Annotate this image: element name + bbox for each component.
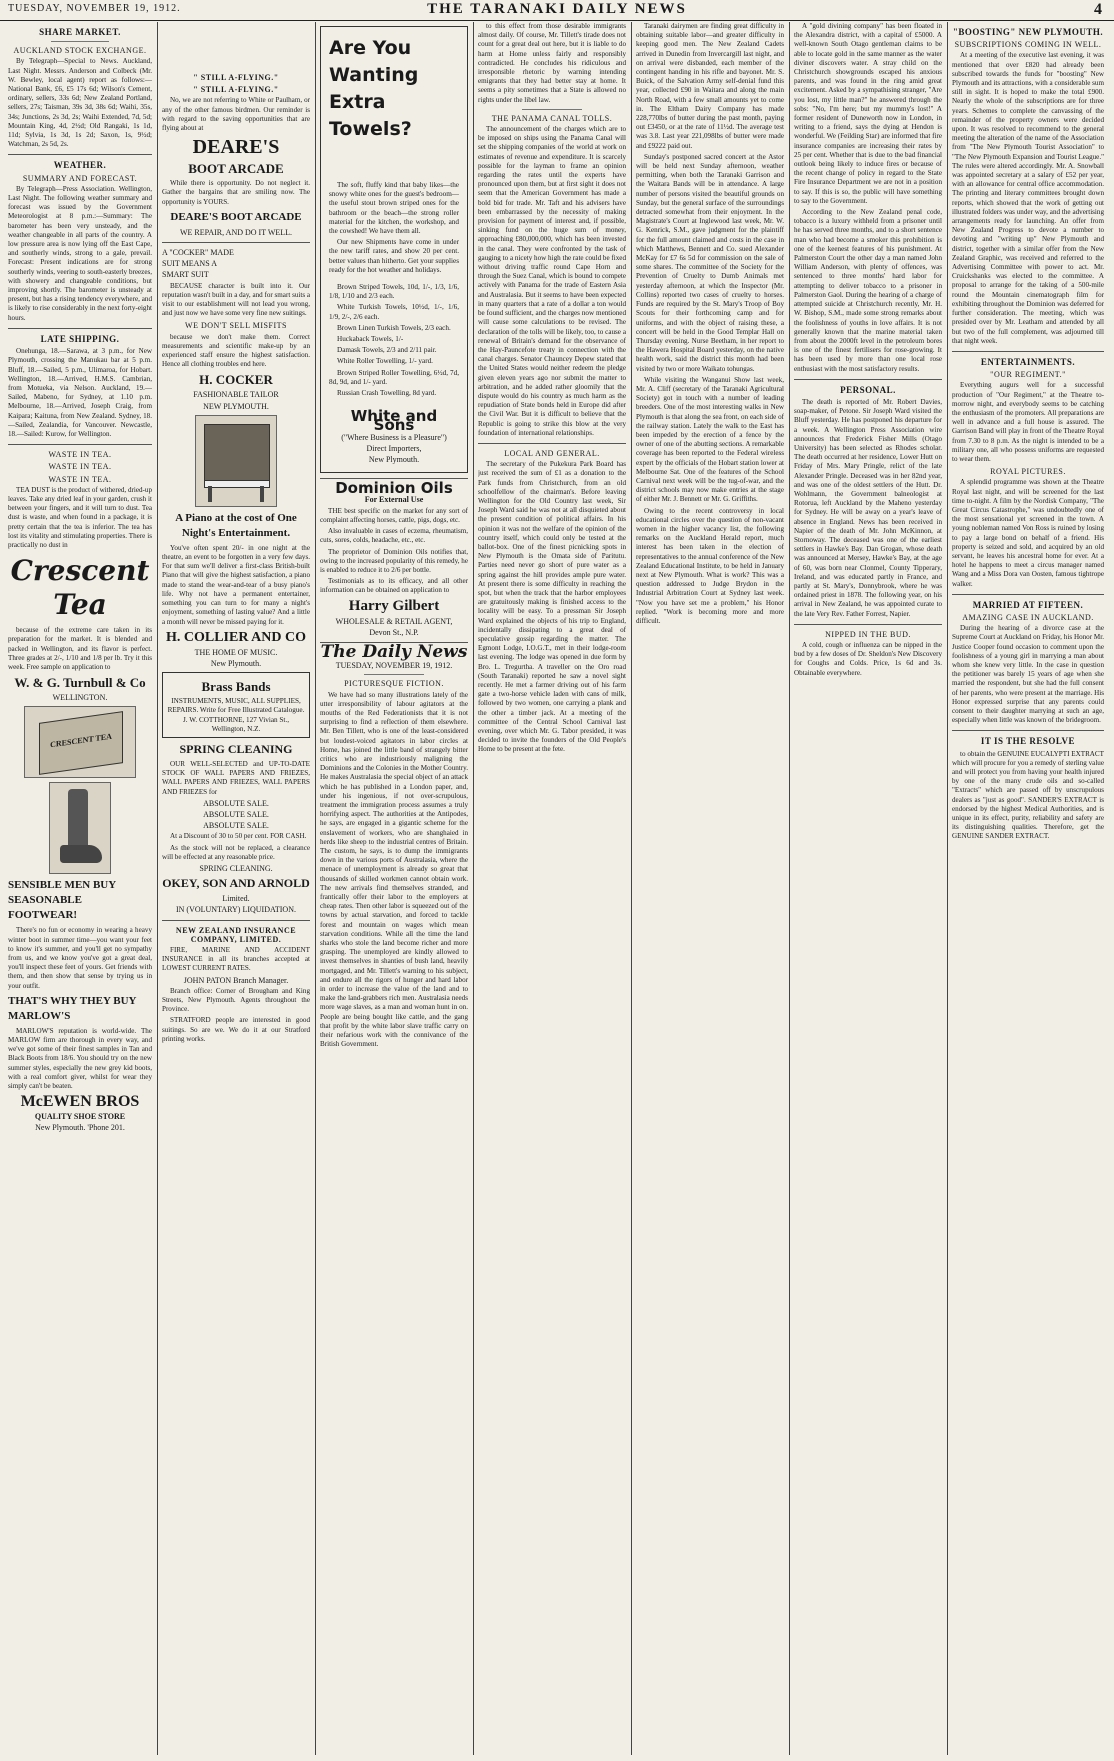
collier-name: H. COLLIER AND CO [165,629,307,645]
misfits-text: because we don't make them. Correct measurements and scientific make-up by an experienced staff ensure the highest satisfaction. Hence all clothing troubles end here. [162,332,310,369]
masthead-title: THE TARANAKI DAILY NEWS [427,1,687,17]
gilbert-address: Devon St., N.P. [369,627,419,637]
piano-leg [208,486,212,502]
column-rule [473,22,474,1755]
local-general-text: The secretary of the Pukekura Park Board has just received the sum of £1 as a donation to the Park funds from Christchurch, from an old schoolfellow of the chairman's. Before leaving Wellington for the Old Country last week, Sir Joseph Ward said he was not at all disquieted about the present condition of political affairs. In his opinion it was not the welfare of the opinion of the country itself, which could only be tested at the ballot-box. One of the finest picnicking spots in New Plymouth is the Omata side of Paritutu. Parties need never go short of pure water as a spring against the hill provides ample pure water. At present there is some difficulty in reaching the spot, but when the track that the harbor employees are gratuitously making is finished access to the locality will be easy. To a pressman Sir Joseph Ward explained the objects of his trip to England, incidentally dissipating to a great deal of speculative gossip regarding the matter. The Egmont Lodge, I.O.G.T., met in their lodge-room last evening. The lodge was opened in due form by Bro. L. Tregurtha. A traveller on the Oro road (South Taranaki) reported he saw a novel sight recently. He met a farmer driving out of his farm gate a two-horse vehicle laden with cans of milk, followed by two women, one carrying a plank and the other a timber jack. At a meeting of the committee of the Central School Carnival last evening, over which Mr. G. Tabor presided, it was decided to invite the founders of the Old People's Home to be present at the fete. [478,460,626,754]
column-1 [8,22,152,1755]
towel-item: Brown Linen Turkish Towels, 2/3 each. [337,323,451,332]
waste-heading: WASTE IN TEA. [48,450,112,460]
masthead [0,0,1114,21]
entertainments-heading: ENTERTAINMENTS. [980,356,1076,367]
crescent-tea-text: because of the extreme care taken in its preparation for the market. It is blended and packed in Wellington, and its flavor is perfect. Three grades at 2/-, 1/10 and 1/8 per lb. Try it this week. Free sample on application to [8,626,152,671]
royal-pictures-text: A splendid programme was shown at the Theatre Royal last night, and will be screened for the last time to-night. A film by the Nordisk Company, "The Great Circus Catastrophe," was undoubtedly one of the most sensational yet screened in the town. A young nobleman named Von Ross is ruined by losing to pay a large bond on behalf of a friend. His property is seized and sold, and acquired by an old servant, he leaves his ancestral home for ever. At a hotel he happens to meet a circus manager named Wang and a Miss Dora van Oosten, famous tightrope walker. [952,478,1104,588]
towel-item: Russian Crash Towelling, 8d yard. [337,389,437,398]
still-flying-heading: " STILL A-FLYING." [193,73,279,82]
misfits-heading: WE DON'T SELL MISFITS [185,321,287,331]
column-3 [320,22,468,1755]
marlow-heading: THAT'S WHY THEY BUY MARLOW'S [8,994,137,1022]
column-7 [952,22,1104,1755]
turnbull-city: WELLINGTON. [52,693,108,703]
crescent-tea-logo: Crescent Tea [10,554,150,622]
deare-name-repeat: DEARE'S BOOT ARCADE [170,210,302,223]
repair-line: WE REPAIR, AND DO IT WELL. [179,227,293,237]
column-2 [162,22,310,1755]
okey-name: OKEY, SON AND ARNOLD [162,876,310,891]
deare-text: While there is opportunity. Do not neglect it. Gather the bargains that are smiling now. The opportunity is YOURS. [162,179,310,206]
royal-pictures-heading: ROYAL PICTURES. [990,467,1066,477]
cocker-city: NEW PLYMOUTH. [203,401,269,411]
nzi-manager: JOHN PATON Branch Manager. [183,975,289,985]
piano-illustration [195,415,277,507]
spring-cleaning-heading: SPRING CLEANING [179,741,293,756]
white-sons-address-2: New Plymouth. [368,455,420,465]
share-market-text: By Telegraph—Special to News. Auckland, Last Night. Messrs. Anderson and Colbeck (Mr. W. Bewley, local agent) report as follows:—National Bank, £6, £5 17s 6d; Wilson's Cement, ordinary, sellers, 33s 6d; New Zealand Portland, sellers, 27s; Taisman, 39s 3d, 38s 6d; Waihi, 35s, 34s; Junctions, 2s 3d, 2s; Waihi Extended, 7d, 5d; Mountain King, 4d, 2½d; Old Rangaki, 1s 1d, 11d; Sylvia, 1s 3d, 1s 2d; Saxon, 1s, 9½d; Watchman, 2s 5d, 2s. [8,57,152,149]
shipping-heading: LATE SHIPPING. [40,333,120,344]
nzi-office: Branch office: Corner of Brougham and King Streets, New Plymouth. Agents throughout the Province. [162,986,310,1014]
towels-text-2: Our new Shipments have come in under the new tariff rates, and show 20 per cent. better values than hitherto. Get your supplies ready for the hot weather and holidays. [329,238,459,274]
divider [478,443,626,444]
absolute-sale: ABSOLUTE SALE. [203,809,269,819]
divider [8,444,152,445]
share-market-subheading: AUCKLAND STOCK EXCHANGE. [13,46,147,56]
picturesque-fiction-heading: PICTURESQUE FICTION. [344,679,444,689]
gilbert-name: Harry Gilbert [348,597,440,614]
smart-suit-line: SMART SUIT [162,270,209,280]
piano-heading: A Piano at the cost of One Night's Entertainment. [175,511,297,539]
share-market-heading: SHARE MARKET. [39,27,121,37]
local-news-text: While visiting the Wanganui Show last week, Mr. A. Cliff (secretary of the Taranaki Agricultural Society) got in touch with a number of leading breeders. One of the most interesting walks in New Plymouth is that along the sea front, on each side of the railway station. Lately the walk to the East has been impeded by the erection of a fence by the owner of one of the abutting sections. A remarkable coverage has been reported to the Federal wireless expert by the officials of the Hobart station lower at Melbourne Sat. One of the features of the School Carnival next week will be the tug-of-war, and the district schools may now make entries at the stage of either Mr. J. Bennett or Mr. G. Griffiths. [636,375,784,504]
towel-item: Brown Striped Towels, 10d, 1/-, 1/3, 1/6, 1/8, 1/10 and 2/3 each. [329,283,459,301]
divider [794,624,942,625]
boosting-heading: "BOOSTING" NEW PLYMOUTH. [952,27,1104,37]
divider [8,154,152,155]
personal-text: The death is reported of Mr. Robert Davies, soap-maker, of Petone. Sir Joseph Ward visited the Bluff yesterday. He has postponed his departure for a week. A Wellington Press Association wire announces that Frederick Fisher Mills (Otago University) has been selected as Rhodes scholar. The death occurred at her residence, Lower Hutt on Friday of Mrs. Mary Pringle, relict of the late Alexander Pringle. Deceased was in her 82nd year, and was one of the oldest settlers of the Hutt. Dr. Wohlmann, the Government balneologist at Rotorua, left Auckland by the Maheno yesterday for Sydney. He will be away on a year's leave of absence in England. News has been received in Napier of the death of Mr. John McKinnon, at Stornoway. The deceased was one of the earliest settlers in Hawke's Bay. Dan Grogan, whose death was announced at Mersey, Hawke's Bay, at the age of 60, was born near Clonmel, County Tipperary, Ireland, and was educated partly in France, and partly at St. Mary's, Donnybrook, where he was ordained priest in 1878. The following year, on his arrival in New Zealand, he was appointed curate to the late Very Rev. Father Forrest, Napier. [794,397,942,618]
divider [51,41,109,42]
okey-liquidation: IN (VOLUNTARY) LIQUIDATION. [175,905,296,915]
piano-text: You've often spent 20/- in one night at the theatre, an event to be forgotten in a very few days. For that sum we'll deliver a first-class British-built Piano that will give the highest satisfaction, a piano made to stand the wear-and-tear of a busy piano's life. Why not have a permanent entertainer, something you can turn to for many a night's enjoyment, something of lasting value? And a little a month will never be missed paying for it. [162,543,310,626]
piano-body [204,424,270,482]
dominion-oils-tagline: For External Use [364,495,424,505]
absolute-sale: ABSOLUTE SALE. [203,798,269,808]
towels-ad [320,26,468,473]
divider [794,379,942,380]
picturesque-fiction-text: We have had so many illustrations lately of the utter irresponsibility of labour agitators at the mouths of the Red Federationists that it is not surprising to find a reflection of them elsewhere. Mr. Ben Tillett, who is one of the least-considered but loudest-voiced agitators in labor circles at Home, has joined the little band of strangely bitter critics who are industriously maligning the Dominions and the Colonies in the Mother Country. He makes Australasia the special object of an attack which he has published in a London paper, and, under his ingenious, if not over-scrupulous, treatment the immigration process assumes a truly horrifying aspect. The authorities at the Antipodes, he says, are engaged in a gigantic scheme for the enslavement of workers, who are shanghaied in herds like sheep to the industrial centres of Britain. The custom, he says, is to dump the immigrants down in the various ports of Australasia, where the menace of unemployment is already so great that thousands of skilled workmen cannot obtain work. The new arrivals find themselves stranded, and frantically offer their labor to the employers at cheap rates. Then other labor is squeezed out of the towns by actual starvation, and forced to tackle forest and mountain on wages which mean starvation conditions. While all the time the land sharks who stole the land become richer and more grasping. The unemployed are kindly allowed to invest themselves in shanties of bush land, heavily mortgaged, and Mr. Tillett's warning to his subject, and endure all the rigors of hunger and hard labor in order to increase the value of the land and to make the land-grabbers rich men. Australasia needs more wage slaves, as a man and woman hunt in on. People are being bought like cattle, and the gang that profit by the white labor slave traffic carry on their nefarious work with the connivance of the British Government. [320,690,468,1049]
boot-illustration [49,782,111,874]
marlow-text: MARLOW'S reputation is world-wide. The MARLOW firm are thorough in every way, and we've got some of their finest samples in Tan and Black Boots from 18/6. You should try on the new summer styles, especially the new grey kid boots, with a real comfort giver, whilst for wear they simply can't be beaten. [8,1026,152,1091]
turnbull-name: W. & G. Turnbull & Co [14,675,146,691]
dominion-oils-text: The proprietor of Dominion Oils notifies that, owing to the increased popularity of this remedy, he is enabled to reduce it to 2/6 per bottle. [320,547,468,574]
collier-tagline: THE HOME OF MUSIC. [194,647,278,657]
still-flying-text: No, we are not referring to White or Paulham, or any of the other famous birdmen. Our reminder is with regard to the saving opportunities that are flying about at [162,96,310,133]
divider [8,328,152,329]
mcewen-address: New Plymouth. 'Phone 201. [35,1123,125,1133]
page-number: 4 [1094,1,1102,18]
column-5 [636,22,784,1755]
waste-heading: WASTE IN TEA. [48,474,112,484]
spring-cleaning-repeat: SPRING CLEANING. [199,863,273,873]
towel-item: Damask Towels, 2/3 and 2/11 pair. [337,346,437,355]
weather-subheading: SUMMARY AND FORECAST. [22,173,138,183]
footwear-text: There's no fun or economy in wearing a heavy winter boot in summer time—you want your feet to know it's summer, and you'll get no sympathy from us, and we know you've got a great deal, you'll inspect these feet of yours. Get friends with them, and then show that sense by trying us in your outfit. [8,926,152,990]
towel-item: White Turkish Towels, 10½d, 1/-, 1/6, 1/9, 2/-, 2/6 each. [329,303,459,321]
local-news-text: A "gold divining company" has been floated in the Alexandra district, with a capital of £5000. A well-known South Otago gentleman claims to be able to locate gold in the same manner as the water diviner discovers water. A stray child on the Christchurch showgrounds escaped his anxious parents, and was found in the ring amid great excitement. Asked by a sympathising stranger, "Are you lost, my little man?" he answered through the sobs: "No, I'm here; but my mummy's lost!" A former resident of Duneworth now in London, in writing to a friend, says the dying at Hendon is wonderful. We (Feilding Star) are informed that fire insurance companies are increasing their rates by 25 per cent. Whether that is due to the bad financial outlook being likely to induce fires or because of the recent change of policy in regard to the State Fire Insurance Department we are not in a position to say. If this is so, the public will have something to say to the Government. [794,22,942,205]
towels-headline-3: Extra [329,91,386,113]
towels-headline-4: Towels? [329,118,412,140]
daily-news-nameplate: The Daily News [320,641,468,662]
divider [162,920,310,921]
resolve-text: to obtain the GENUINE EUCALYPTI EXTRACT which will procure for you a remedy of sterling value and will protect you from having your health injured by one of the many crude oils and so-called "Extracts" which are passed off by unscrupulous dealers as "just as good". SANDER'S EXTRACT is endorsed by the highest Medical Authorities, and is unique in its effect, purity, reliability and safety are its distinguishing qualities. Therefore, get the GENUINE SANDER EXTRACT. [952,749,1104,841]
white-sons-tagline: ("Where Business is a Pleasure") [341,432,447,442]
tea-tin-label: CRESCENT TEA [50,732,112,750]
divider [364,674,423,675]
footwear-heading: SENSIBLE MEN BUY SEASONABLE FOOTWEAR! [8,879,116,922]
tea-tin-box [39,711,123,775]
mcewen-name: McEWEN BROS [20,1093,140,1111]
stock-text: As the stock will not be replaced, a clearance will be effected at any reasonable price. [162,843,310,861]
gilbert-trade: WHOLESALE & RETAIL AGENT, [335,616,453,626]
married-text: During the hearing of a divorce case at the Supreme Court at Auckland on Friday, his Honor Mr. Justice Cooper found occasion to comment upon the foolishness of a young girl in marrying a man about whom she knew very little. In the case in question the petitioner was barely 15 years of age when she married the respondent, but she had the full consent of her parents, who were present at the marriage. His Honor expressed surprise that any parents could consent to their daughter marrying at such an age, especially when little was known of the bridegroom. [952,624,1104,725]
editorial-continuation: to this effect from those desirable immigrants almost daily. Of course, Mr. Tillett's tirade does not count for a great deal out here, but it is liable to do harm at Home unless fairly and responsibly contradicted. He concludes his ridiculous and irresponsible rhetoric by warning intending emigrants that they had better stay at home. It seems a pity sometimes that a State is allowed no rights under the libel law. [478,22,626,104]
dominion-oils-text: THE best specific on the market for any sort of complaint affecting horses, cattle, pigs, dogs, etc. [320,506,468,524]
deare-name: DEARE'S [192,136,280,159]
column-rule [315,22,316,1755]
mcewen-tagline: QUALITY SHOE STORE [34,1112,126,1122]
married-subheading: AMAZING CASE IN AUCKLAND. [962,612,1094,622]
brass-bands-ad [162,672,310,738]
brass-bands-heading: Brass Bands [201,679,271,695]
boosting-subheading: SUBSCRIPTIONS COMING IN WELL. [954,40,1102,50]
column-6 [794,22,942,1755]
column-4 [478,22,626,1755]
towel-item: Huckaback Towels, 1/- [337,335,404,344]
local-general-heading: LOCAL AND GENERAL. [504,448,600,458]
suit-means-line: SUIT MEANS A [162,259,217,269]
nzi-text: FIRE, MARINE AND ACCIDENT INSURANCE in all its branches accepted at LOWEST CURRENT RATES. [162,945,310,973]
waste-heading: WASTE IN TEA. [48,462,112,472]
towel-item: White Roller Towelling, 1/- yard. [337,357,433,366]
white-sons-name: White and Sons [350,407,438,435]
masthead-date: TUESDAY, NOVEMBER 19, 1912. [8,3,181,14]
absolute-sale: ABSOLUTE SALE. [203,821,269,831]
personal-heading: PERSONAL. [840,384,896,395]
column-rule [947,22,948,1755]
towels-headline-2: Wanting [329,64,419,86]
panama-canal-text: The announcement of the charges which are to be imposed on ships using the Panama Canal will set the shipping companies of the world at work on estimates of revenue and expenditure. It is scarcely possible for the layman to frame an opinion regarding the rates until the experts have pronounced upon them, but at first sight it does not seem that the American Government has made a bold bid for trade. Mr. Taft and his advisers have been embarrassed by the necessity of making provision for payment of interest and, if possible, sinking fund on the huge sum of money, approaching £80,000,000, which has been invested in the canal. They were confronted by the task of gauging to a nicety how high the rate could be fixed without driving traffic round Cape Horn and through the Suez Canal, which is bound to compete actively with Panama for the trade of Eastern Asia and Australasia. But it seems to have been expected in many quarters that a rate of a dollar a ton would be found sufficient, and the charges now mentioned will cause some calculations to be revised. The declaration of the tolls will be likely, too, to cause a renewal of Britain's demand for the observance of the Hay-Pauncefote treaty in connection with the canal charges. Senator Chauncey Depew stated that the United States would neither redeem the pledge given eleven years ago nor submit the matter to arbitration, and he added rather gloomily that the dispute would do his country as much harm as the repudiation of State bonds held in Europe did after the Civil War. But it is difficult to believe that the Republic is going to strike this blow at the very foundation of international relationships. [478,125,626,437]
cocker-text: BECAUSE character is built into it. Our reputation wasn't built in a day, and for smart suits a visit to our establishment will not lead you wrong, and just now we have some very fine new suitings. [162,281,310,318]
brass-bands-text: INSTRUMENTS, MUSIC, ALL SUPPLIES, REPAIRS. Write for Free Illustrated Catalogue. J. W. COTTHORNE, 127 Vivian St., Wellington, N.Z. [167,697,305,733]
local-news-text: Sunday's postponed sacred concert at the Astor will be held next Sunday afternoon, weather permitting, when both the Taranaki Garrison and the Waitara Bands will be in attendance. A large number of persons visited the beautiful grounds on Sunday, but the general surface of the surroundings detracted somewhat from their enjoyment. In the Magistrate's Court at Inglewood last week, Mr. W. G. Kenrick, S.M., gave judgment for the plaintiff for the full amount claimed and costs in the case in which Matthews, Bennett and Co. sued Alexander McKay for £7 6s 5d for commission on the sale of some shares. The committee of the Society for the Prevention of Cruelty to Dumb Animals met yesterday afternoon, at which the Inspector (Mr. Collins) reported two cases of cruelty to horses. Funds are required by the St. Mary's Troop of Boy Scouts for their forthcoming camp and for uniforms, and with the object of raising these, a concert will be held in the Good Templar Hall on Thursday evening. Nurse Beetham, in her report to the Hawera Hospital Board yesterday, on the native health work, said the district this month had been visited by two or more Waikato tohungas. [636,152,784,373]
local-news-text: Owing to the recent controversy in local educational circles over the question of non-vacant women in the higher vacancy list, the following remarks on the Auckland Herald report, much interest has been taken in the election of representatives to the annual conference of the New Zealand Educational Institute, to be held in January next at New Plymouth. What is work? This was a question addressed to Judge Brydon in the Industrial Arbitration Court at Sydney last week. "Now you have set me a problem," his Honor replied. "Work is becoming more and more difficult. [636,506,784,625]
piano-leg [260,486,264,502]
towels-headline-1: Are You [329,37,412,59]
tea-dust-text: TEA DUST is the product of withered, dried-up leaves. Take any dried leaf in your garden, crush it between your fingers, and it will turn to dust. Tea dust is waste, and when found in a package, it is pretty certain that the tea is inferior. The tea has lost its vitality and stimulating properties. There is practically no dust in [8,485,152,549]
column-rule [631,22,632,1755]
spacer [162,22,310,70]
divider [952,351,1104,352]
nzi-heading: NEW ZEALAND INSURANCE COMPANY, LIMITED. [175,925,297,944]
weather-heading: WEATHER. [53,160,107,171]
our-regiment-heading: "OUR REGIMENT." [990,370,1066,380]
white-sons-address-1: Direct Importers, [366,443,422,453]
local-news-text: Taranaki dairymen are finding great difficulty in obtaining suitable labor—and greater difficulty in keeping good men. The New Zealand Cadets arrived in Dunedin from Invercargill last night, and on arrival were disbanded, each member of the contingent handing in his rifle and bayonet. Mr. S. Buick, of the Salvation Army self-denial fund this year, collected £90 in Waitara and along the main North Road, with a few small amounts yet to come in. The Eltham Dairy Company has made 228,770lbs of butter during the past month, paying out £3450, or at the rate of 11½d. The average test was 3.8. Last year 221,098lbs of butter were made and £9222 paid out. [636,22,784,150]
nipped-heading: NIPPED IN THE BUD. [825,629,911,639]
boot-foot [60,845,102,863]
stratford-text: STRATFORD people are interested in good suitings. So are we. We do it at our Stratford printing works. [162,1016,310,1043]
our-regiment-text: Everything augurs well for a successful production of "Our Regiment," at the Theatre to-morrow night, and everybody seems to be catching the enthusiasm of the promoters. All preparations are well in advance and a full house is assured. The Garrison Band will play in front of the Theatre Royal from 7.30 to 8 p.m. As the night is intended to be a military one, all who possess uniforms are requested to wear them. [952,381,1104,463]
column-rule [789,22,790,1755]
dominion-oils-name: Dominion Oils [335,479,453,498]
divider [952,730,1104,731]
nipped-text: A cold, cough or influenza can be nipped in the bud by a few doses of Dr. Sheldon's New Discovery for Coughs and Colds. Price, 1s 6d and 3s. Obtainable everywhere. [794,641,942,677]
resolve-heading: IT IS THE RESOLVE [980,736,1076,747]
okey-limited: Limited. [222,894,250,904]
married-heading: MARRIED AT FIFTEEN. [972,599,1084,610]
boot-shaft [68,789,88,849]
cocker-made-line: A "COCKER" MADE [162,248,234,258]
tea-tin-illustration [24,706,136,778]
cocker-name: H. COCKER [199,372,273,388]
spring-cleaning-text: OUR WELL-SELECTED and UP-TO-DATE STOCK OF WALL PAPERS AND FRIEZES, WALL PAPERS AND FRIEZES, WALL PAPERS AND FRIEZES for [162,759,310,796]
dominion-oils-text: Also invaluable in cases of eczema, rheumatism, cuts, sores, colds, headache, etc., etc. [320,527,468,545]
editorial-date: TUESDAY, NOVEMBER 19, 1912. [335,661,453,671]
boosting-text: At a meeting of the executive last evening, it was mentioned that over £820 had already been subscribed towards the funds for "boosting" New Plymouth and its attractions, with a considerable sum still in sight. It is hoped to make the total £900. Nearly the whole of the subscriptions are for three years. Schemes to complete the canvassing of the remainder of the property owners were decided upon. It was resolved to recommend to the general meeting the alteration of the name of the Association from "The New Plymouth Tourist Association" to "The New Plymouth Expansion and Tourist League." The rules were altered accordingly. Mr. A. Snowball was appointed secretary at a salary of £52 per year, with an allowance for central office accommodation. The printing and literary committees brought down reports, which showed that the work of getting out illustrated folders was under way, and the advertising arrangements ready for launching. An offer from New Zealand Progress to devote a number to devoting and "writing up" New Plymouth and district, together with a similar offer from the New Zealand Graphic, was received and referred to the Advertising Committee with power to act. Mr. Cruickshanks was elected to the committee. A proposal to arrange for the taking of a 500-mile round the Mountain cinematograph film for exhibiting throughout the Dominion was deferred for further consideration. The meeting, which was presided over by Mr. Leatham and attended by all but two of the full complement, was adjourned till that night week. [952,51,1104,345]
cocker-trade: FASHIONABLE TAILOR [193,390,279,400]
towel-item: Brown Striped Roller Towelling, 6½d, 7d, 8d, 9d, and 1/- yard. [329,368,459,386]
boot-arcade-name: BOOT ARCADE [188,161,284,177]
collier-city: New Plymouth. [210,658,262,668]
towels-text-1: The soft, fluffy kind that baby likes—the snowy white ones for the guest's bedroom—the useful stout brown striped ones for the bathroom or the beach—the strong roller material for the kitchen, the workshop, and the cowshed! We have them all. [329,181,459,236]
divider [162,242,310,243]
shipping-text: Onehunga, 18.—Sarawa, at 3 p.m., for New Plymouth, crossing the Manukau bar at 5 p.m. Bluff, 18.—Sailed, 5 p.m., Ulimaroa, for Hobart. Wellington, 18.—Arrived, H.M.S. Cambrian, from Motueka, via Nelson. Auckland, 19.—Sailed, Mabeno, for Sydney, at 1.10 p.m. Melbourne, 18.—Arrived, Joseph Craig, from Kaipara; Kaituna, from New Zealand. Sydney, 18.—Sailed, Zealandia, for Vancouver. Newcastle, 18.—Sailed: Kurow, for Wellington. [8,347,152,438]
local-news-text: According to the New Zealand penal code, tobacco is a luxury withheld from a prisoner until he has served three months, and to a short sentence man who had become a smoker this prohibition is one of the keenest features of his punishment. At Palmerston Court the other day a man named John William Anderson, with plenty of offences, was sentenced to three months' hard labor for attempting to deliver tobacco to a prisoner in Palmerston Gaol. During the hearing of a charge of attempted suicide at Christchurch recently, Mr. H. W. Bishop, S.M., made some strong remarks about the foolishness of youths in love affairs. It is not generally known that the marine material taken from about the 2000ft level in the petroleum bores is one of the finest fertilisers for rose-growing. It has been used by more than one local rose enthusiast with the most satisfactory results. [794,208,942,373]
dominion-oils-text: Testimonials as to its efficacy, and all other information can be obtained on application to [320,577,468,595]
discount-text: At a Discount of 30 to 50 per cent. FOR CASH. [170,832,307,841]
still-flying-heading: " STILL A-FLYING." [193,85,279,95]
column-rule [157,22,158,1755]
divider [522,109,581,110]
weather-text: By Telegraph—Press Association. Wellington, Last Night. The following weather summary and forecast was issued by the Government Meteorologist at 8 p.m.:—Summary: The barometer has been very unsteady, and the weather changeable in all parts of the country. A low pressure area is now lying off the East Cape, and southerly winds, strong to a gale, prevail. Forecast: Present indications are for strong southerly winds, veering to south-easterly breezes, with showery and changeable conditions, but improving shortly. The barometer is unsteady at present, but has a rising tendency everywhere, and is likely to rise considerably in the next forty-eight hours. [8,184,152,322]
divider [952,594,1104,595]
panama-canal-heading: THE PANAMA CANAL TOLLS. [491,113,613,123]
